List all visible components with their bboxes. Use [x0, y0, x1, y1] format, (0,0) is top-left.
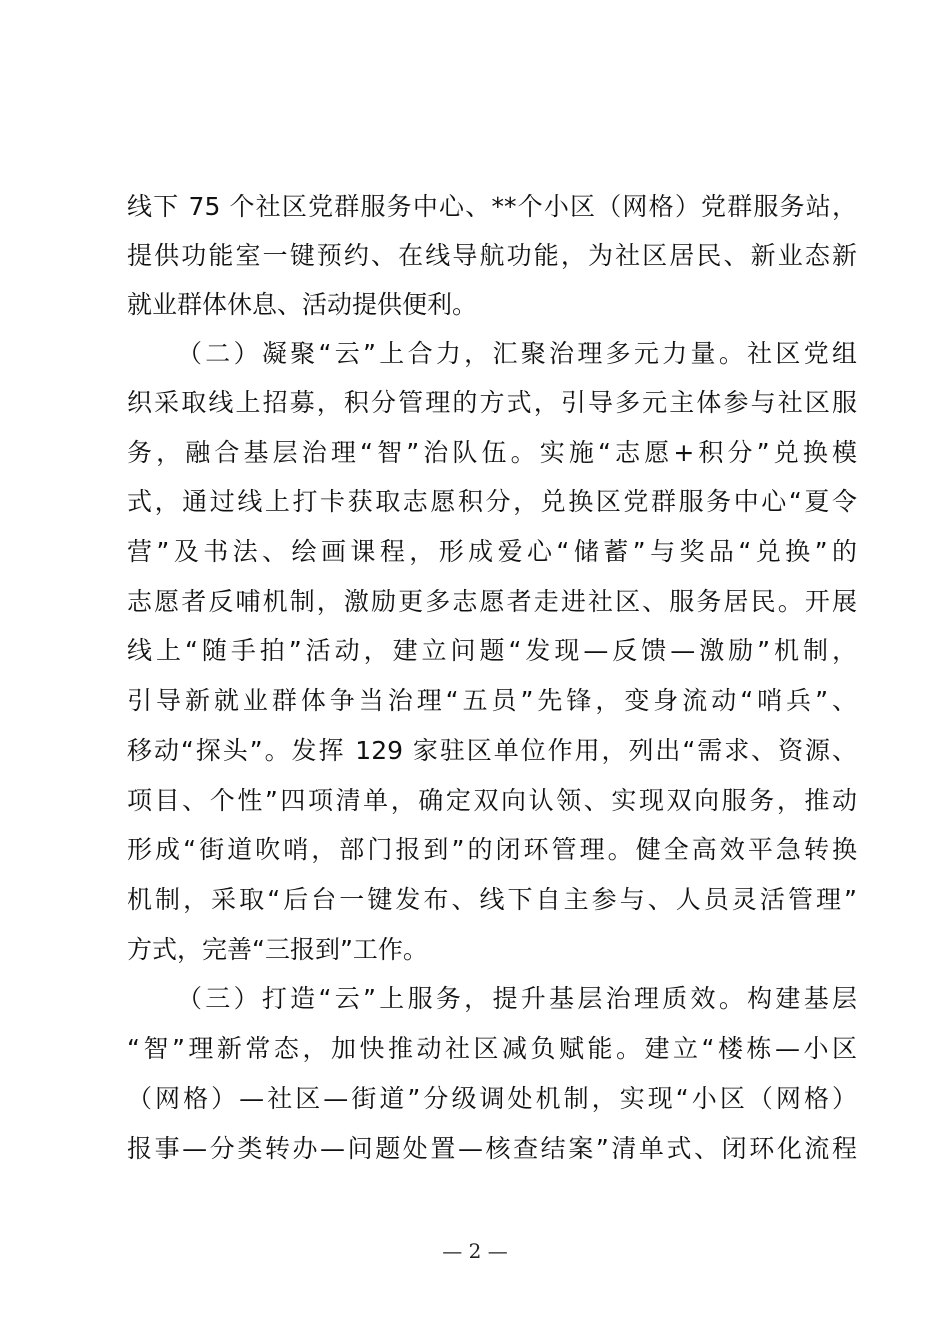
- section-heading-line: （三）打造“云”上服务，提升基层治理质效。构建基层: [177, 984, 857, 1013]
- body-text-line: （网格）—社区—街道”分级调处机制，实现“小区（网格）: [127, 1084, 857, 1113]
- body-text-line: 织采取线上招募，积分管理的方式，引导多元主体参与社区服: [127, 388, 857, 417]
- body-text-line: 务，融合基层治理“智”治队伍。实施“志愿+积分”兑换模: [127, 438, 857, 467]
- body-text-line: 志愿者反哺机制，激励更多志愿者走进社区、服务居民。开展: [127, 587, 857, 616]
- body-text-line: 线上“随手拍”活动，建立问题“发现—反馈—激励”机制，: [127, 636, 857, 665]
- body-text-line: 机制，采取“后台一键发布、线下自主参与、人员灵活管理”: [127, 885, 857, 914]
- body-text-line: 就业群体休息、活动提供便利。: [127, 290, 478, 319]
- body-text-line: 营”及书法、绘画课程，形成爱心“储蓄”与奖品“兑换”的: [127, 537, 857, 566]
- section-heading-line: （二）凝聚“云”上合力，汇聚治理多元力量。社区党组: [177, 339, 857, 368]
- body-text-line: 移动“探头”。发挥 129 家驻区单位作用，列出“需求、资源、: [127, 736, 857, 765]
- body-text-line: 形成“街道吹哨，部门报到”的闭环管理。健全高效平急转换: [127, 835, 857, 864]
- body-text-line: “智”理新常态，加快推动社区减负赋能。建立“楼栋—小区: [127, 1034, 857, 1063]
- body-text-line: 引导新就业群体争当治理“五员”先锋，变身流动“哨兵”、: [127, 686, 857, 715]
- body-text-line: 线下 75 个社区党群服务中心、**个小区（网格）党群服务站，: [127, 192, 857, 221]
- body-text-line: 提供功能室一键预约、在线导航功能，为社区居民、新业态新: [127, 241, 857, 270]
- body-text-line: 方式，完善“三报到”工作。: [127, 935, 428, 964]
- body-text-line: 项目、个性”四项清单，确定双向认领、实现双向服务，推动: [127, 786, 857, 815]
- page-number: — 2 —: [442, 1239, 508, 1263]
- body-text-line: 式，通过线上打卡获取志愿积分，兑换区党群服务中心“夏令: [127, 487, 857, 516]
- body-text-line: 报事—分类转办—问题处置—核查结案”清单式、闭环化流程: [127, 1134, 857, 1163]
